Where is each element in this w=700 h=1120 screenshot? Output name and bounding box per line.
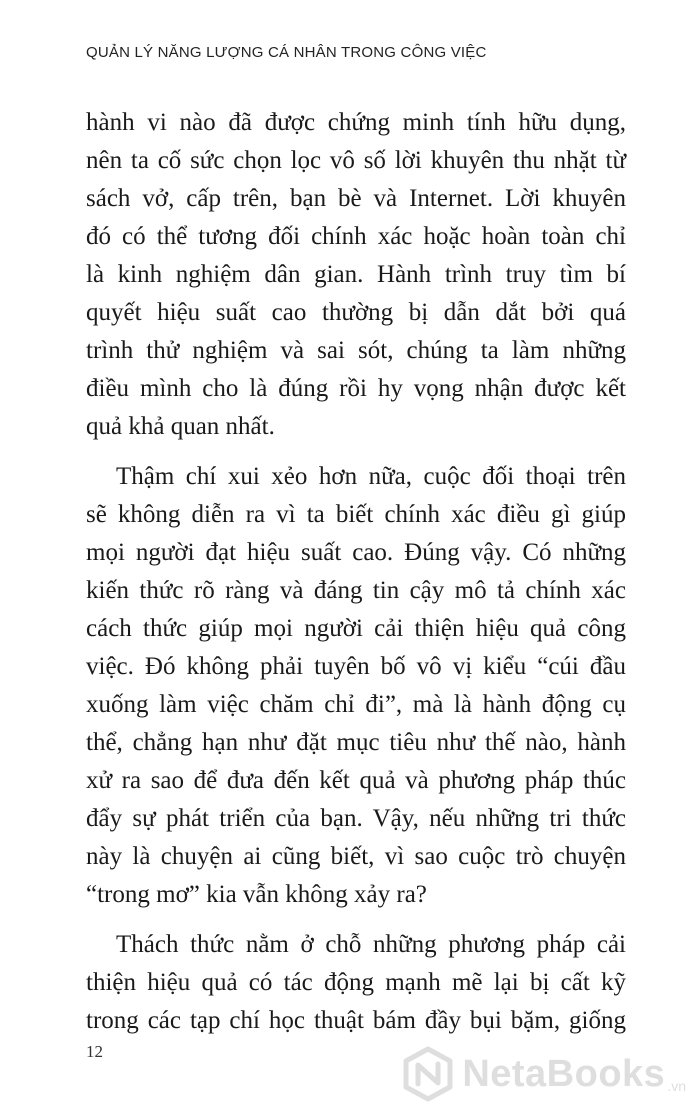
text-line: đẩy sự phát triển của bạn. Vậy, nếu những tri thức <box>86 805 626 832</box>
text-line: trong các tạp chí học thuật bám đầy bụi bặm, giống <box>86 1007 626 1034</box>
page-number: 12 <box>86 1042 103 1061</box>
text-line: quyết hiệu suất cao thường bị dẫn dắt bởi quá <box>86 299 626 326</box>
text-line: điều mình cho là đúng rồi hy vọng nhận được kết <box>86 375 626 402</box>
text-line: sách vở, cấp trên, bạn bè và Internet. Lời khuyên <box>86 185 626 212</box>
text-line: thể, chẳng hạn như đặt mục tiêu như thế nào, hành <box>86 729 626 756</box>
body-text <box>86 104 626 1040</box>
watermark <box>400 1046 686 1102</box>
text-line: sẽ không diễn ra vì ta biết chính xác điều gì giúp <box>86 501 626 528</box>
text-line: mọi người đạt hiệu suất cao. Đúng vậy. Có những <box>86 539 626 566</box>
text-line: nên ta cố sức chọn lọc vô số lời khuyên thu nhặt từ <box>86 147 626 174</box>
text-line: quả khả quan nhất. <box>86 413 275 440</box>
text-line: “trong mơ” kia vẫn không xảy ra? <box>86 881 427 908</box>
text-line: trình thử nghiệm và sai sót, chúng ta làm những <box>86 337 626 364</box>
running-header: QUẢN LÝ NĂNG LƯỢNG CÁ NHÂN TRONG CÔNG VIỆC <box>86 44 487 61</box>
paragraph-2 <box>86 458 626 914</box>
text-line: kiến thức rõ ràng và đáng tin cậy mô tả chính xác <box>86 577 626 604</box>
paragraph-3 <box>86 926 626 1040</box>
paragraph-1 <box>86 104 626 446</box>
text-line: hành vi nào đã được chứng minh tính hữu dụng, <box>86 109 626 136</box>
watermark-brand: NetaBooks <box>462 1052 666 1095</box>
text-line: Thách thức nằm ở chỗ những phương pháp cải <box>116 931 626 958</box>
text-line: Thậm chí xui xẻo hơn nữa, cuộc đối thoại trên <box>116 463 626 490</box>
text-line: là kinh nghiệm dân gian. Hành trình truy tìm bí <box>86 261 626 288</box>
text-line: xuống làm việc chăm chỉ đi”, mà là hành động cụ <box>86 691 626 718</box>
netabooks-logo-icon <box>400 1046 456 1102</box>
text-line: cách thức giúp mọi người cải thiện hiệu quả công <box>86 615 626 642</box>
text-line: thiện hiệu quả có tác động mạnh mẽ lại bị cất kỹ <box>86 969 626 996</box>
text-line: đó có thể tương đối chính xác hoặc hoàn toàn chỉ <box>86 223 626 250</box>
text-line: việc. Đó không phải tuyên bố vô vị kiểu “cúi đầu <box>86 653 626 680</box>
watermark-tld: .vn <box>667 1078 686 1094</box>
text-line: xử ra sao để đưa đến kết quả và phương pháp thúc <box>86 767 626 794</box>
text-line: này là chuyện ai cũng biết, vì sao cuộc trò chuyện <box>86 843 626 870</box>
